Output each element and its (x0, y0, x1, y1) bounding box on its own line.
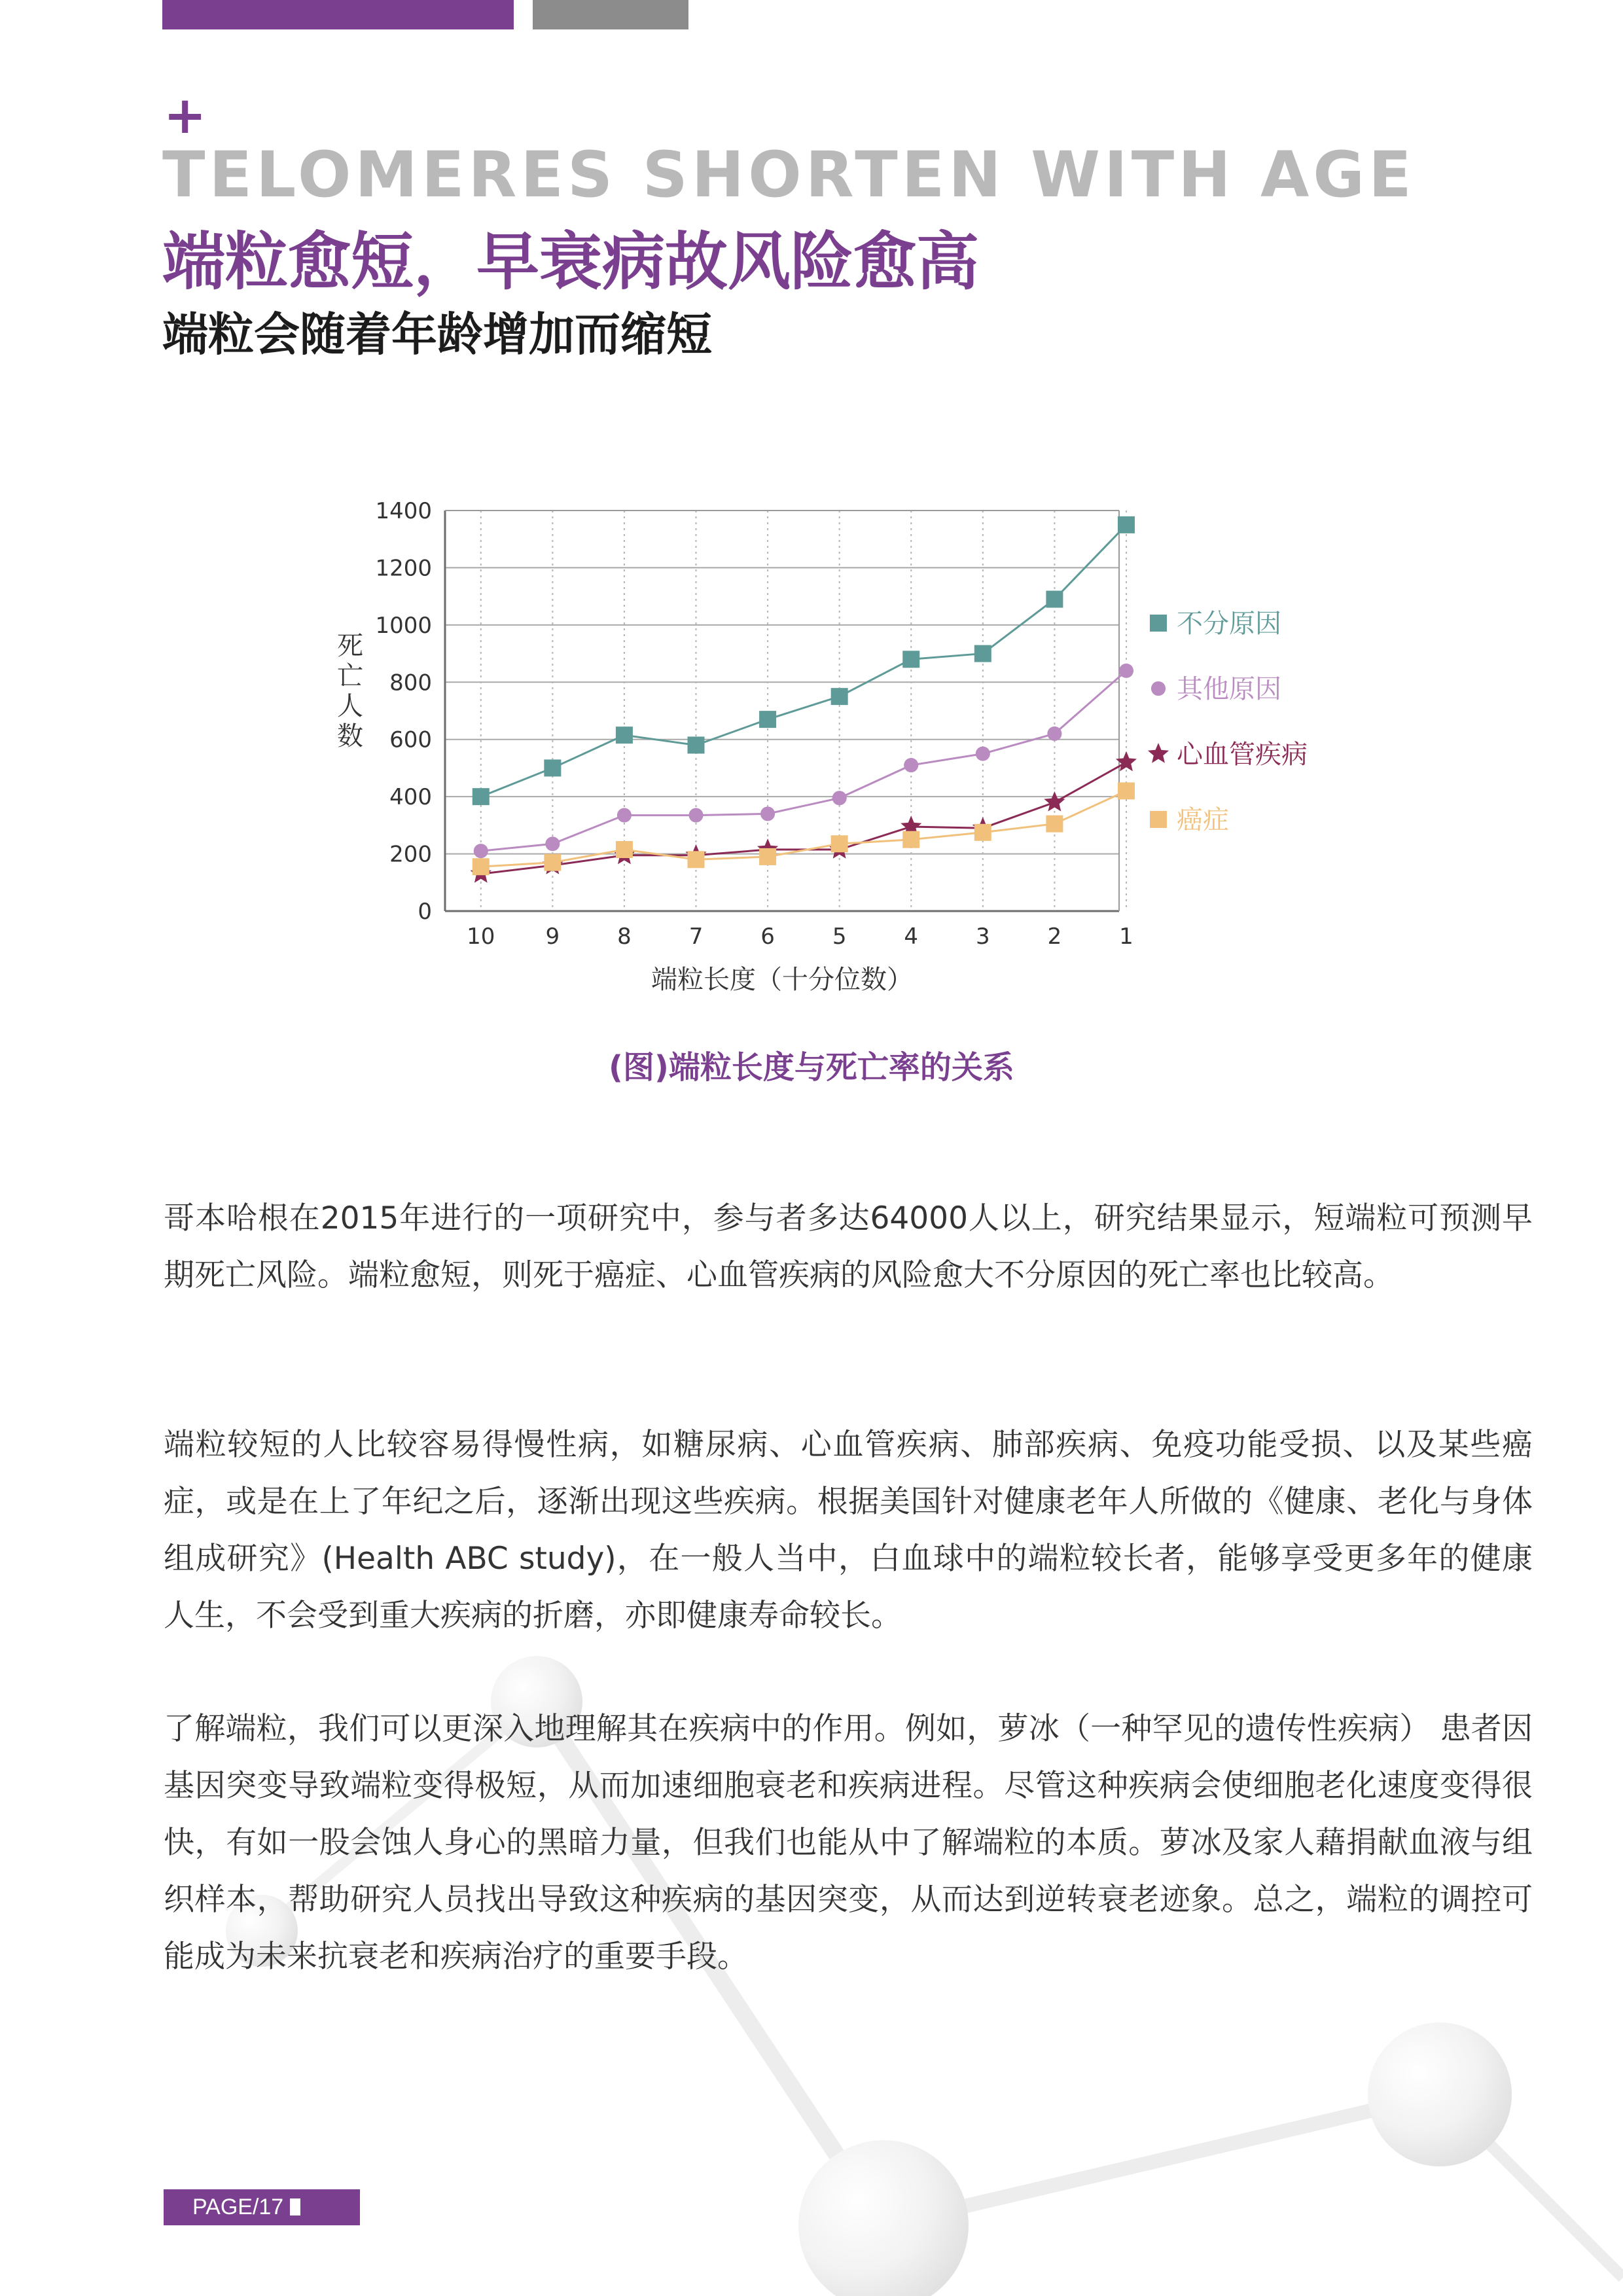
y-axis-label (337, 631, 363, 751)
telomere-mortality-chart (314, 478, 1335, 1014)
series-1-line (481, 525, 1126, 797)
series-4-point-6 (759, 848, 776, 865)
series-4-point-8 (616, 841, 633, 858)
page-number-label: PAGE/17 (192, 2195, 284, 2219)
series-1-point-1 (1118, 516, 1135, 533)
x-axis-label: 端粒长度（十分位数） (651, 965, 913, 995)
series-1-point-4 (902, 651, 919, 668)
series-2-point-7 (688, 808, 703, 823)
x-tick-label-6: 6 (760, 924, 775, 950)
body-paragraph-1: 哥本哈根在2015年进行的一项研究中，参与者多达64000人以上，研究结果显示，短端粒可预测早期死亡风险。端粒愈短，则死于癌症、心血管疾病的风险愈大不分原因的死亡率也比较高。 (164, 1200, 1533, 1293)
y-tick-label-0: 0 (418, 899, 432, 925)
series-4-point-5 (831, 835, 848, 852)
series-4-point-3 (974, 824, 991, 841)
series-1-point-2 (1046, 591, 1063, 608)
series-2-point-9 (545, 836, 560, 851)
series-1-point-7 (688, 736, 705, 753)
legend-label-4: 癌症 (1177, 805, 1229, 835)
series-4-point-7 (688, 851, 705, 868)
x-tick-label-3: 3 (975, 924, 990, 950)
plus-icon: + (164, 86, 207, 145)
series-1-point-9 (544, 759, 561, 776)
x-tick-label-1: 1 (1119, 924, 1133, 950)
series-1-point-10 (473, 788, 490, 805)
page-title-english: TELOMERES SHORTEN WITH AGE (162, 138, 1416, 211)
top-accent-bar-gray (533, 0, 688, 29)
series-2 (474, 664, 1133, 859)
series-4-point-2 (1046, 816, 1063, 833)
legend-marker-4 (1150, 811, 1167, 828)
legend-marker-2 (1151, 681, 1166, 696)
y-tick-label-1400: 1400 (375, 498, 432, 524)
y-axis-label-char: 亡 (337, 661, 363, 691)
y-axis-label-char: 死 (337, 631, 363, 661)
series-2-point-6 (760, 806, 775, 821)
chart-axes (445, 511, 1119, 911)
series-2-point-5 (832, 791, 847, 805)
top-accent-bar-purple (162, 0, 514, 29)
series-1-point-8 (616, 726, 633, 744)
series-3 (471, 751, 1137, 883)
legend-label-1: 不分原因 (1177, 609, 1281, 639)
page-number-tag (164, 2189, 360, 2225)
page-marker-block (290, 2198, 300, 2215)
legend-label-3: 心血管疾病 (1177, 740, 1308, 770)
series-2-point-10 (474, 844, 488, 858)
chart-gridlines (445, 511, 1126, 911)
y-axis-label-char: 人 (337, 691, 363, 721)
series-1-point-5 (831, 688, 848, 705)
page-subtitle: 端粒会随着年龄增加而缩短 (162, 307, 712, 361)
series-3-point-2 (1044, 791, 1065, 812)
chart-legend (1148, 609, 1308, 835)
series-4-point-1 (1118, 782, 1135, 799)
y-axis-label-char: 数 (337, 721, 363, 751)
x-tick-label-2: 2 (1047, 924, 1062, 950)
series-1-point-3 (974, 645, 991, 662)
x-tick-label-8: 8 (617, 924, 632, 950)
body-paragraph-3: 了解端粒，我们可以更深入地理解其在疾病中的作用。例如，萝冰（一种罕见的遗传性疾病） 患者因基因突变导致端粒变得极短，从而加速细胞衰老和疾病进程。尽管这种疾病会使细胞老化速度变得很快，有如一股会蚀人身心的黑暗力量，但我们也能从中了解端粒的本质。萝冰及家人藉捐献血液与组织样本，帮助研究人员找出导致这种疾病的基因突变，从而达到逆转衰老迹象。总之，端粒的调控可能成为未来抗衰老和疾病治疗的重要手段。 (164, 1711, 1533, 1975)
series-1-point-6 (759, 711, 776, 728)
x-tick-label-9: 9 (545, 924, 560, 950)
page-title-chinese: 端粒愈短，早衰病故风险愈高 (162, 224, 979, 298)
series-2-point-1 (1119, 664, 1133, 678)
series-2-point-2 (1047, 726, 1061, 741)
series-2-point-3 (976, 747, 990, 761)
chart-series-group (471, 516, 1137, 883)
legend-marker-1 (1150, 615, 1167, 632)
y-tick-label-400: 400 (389, 784, 432, 811)
series-4-line (481, 791, 1126, 867)
y-tick-label-1200: 1200 (375, 555, 432, 582)
x-tick-label-10: 10 (467, 924, 495, 950)
series-4-point-10 (473, 858, 490, 875)
body-paragraph-2: 端粒较短的人比较容易得慢性病，如糖尿病、心血管疾病、肺部疾病、免疫功能受损、以及某些癌症，或是在上了年纪之后，逐渐出现这些疾病。根据美国针对健康老年人所做的《健康、老化与身体组成研究》(Health ABC study)，在一般人当中，白血球中的端粒较长者，能够享受更多年的健康人生，不会受到重大疾病的折磨，亦即健康寿命较长。 (164, 1427, 1533, 1634)
series-1 (473, 516, 1135, 805)
series-4-point-4 (902, 831, 919, 848)
y-tick-label-1000: 1000 (375, 612, 432, 639)
y-tick-label-800: 800 (389, 670, 432, 696)
y-tick-label-200: 200 (389, 841, 432, 868)
legend-marker-3 (1148, 743, 1169, 763)
x-tick-label-7: 7 (688, 924, 704, 950)
x-tick-label-5: 5 (832, 924, 847, 950)
series-2-point-4 (904, 758, 918, 772)
series-4-point-9 (544, 854, 561, 871)
y-tick-label-600: 600 (389, 726, 432, 753)
series-2-point-8 (617, 808, 632, 823)
series-2-line (481, 671, 1126, 851)
legend-label-2: 其他原因 (1177, 674, 1281, 704)
chart-caption: (图)端粒长度与死亡率的关系 (609, 1049, 1014, 1086)
x-tick-label-4: 4 (904, 924, 919, 950)
